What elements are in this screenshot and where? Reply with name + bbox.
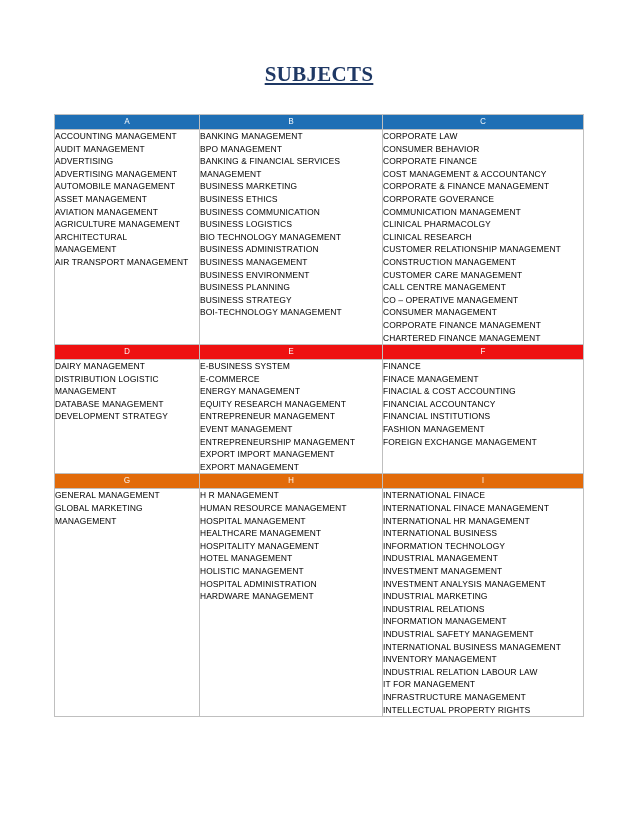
subject-item: FINANCIAL ACCOUNTANCY xyxy=(383,398,496,409)
subject-item: INVESTMENT MANAGEMENT xyxy=(383,566,503,576)
subject-item: INTERNATIONAL FINACE xyxy=(383,490,486,501)
subject-item: BUSINESS COMMUNICATION xyxy=(200,206,320,217)
subject-list-c xyxy=(383,130,584,345)
subject-item: BANKING MANAGEMENT xyxy=(200,131,303,141)
subject-item: CUSTOMER CARE MANAGEMENT xyxy=(383,269,523,280)
subject-item: HOSPITAL ADMINISTRATION xyxy=(200,578,317,589)
letter-header-g: G xyxy=(55,474,200,489)
subject-item: CORPORATE GOVERANCE xyxy=(383,193,495,204)
letter-header-i: I xyxy=(383,474,584,489)
subject-item: INTERNATIONAL BUSINESS MANAGEMENT xyxy=(383,641,562,652)
letter-header-f: F xyxy=(383,345,584,360)
subject-item: ASSET MANAGEMENT xyxy=(55,193,148,204)
letter-header-a: A xyxy=(55,115,200,130)
subject-item: DAIRY MANAGEMENT xyxy=(55,361,146,372)
section-body-row xyxy=(55,489,584,717)
subject-item: HUMAN RESOURCE MANAGEMENT xyxy=(200,503,347,514)
subjects-table xyxy=(54,114,584,717)
subject-item: INDUSTRIAL MANAGEMENT xyxy=(383,553,498,564)
subject-item: EQUITY RESEARCH MANAGEMENT xyxy=(200,398,347,409)
subject-item: BOI-TECHNOLOGY MANAGEMENT xyxy=(200,307,342,318)
subject-list-a xyxy=(55,130,200,345)
subject-item: CORPORATE FINANCE MANAGEMENT xyxy=(383,319,542,330)
subject-item: FASHION MANAGEMENT xyxy=(383,424,485,435)
subject-item: FINACIAL & COST ACCOUNTING xyxy=(383,386,516,397)
subject-item: IT FOR MANAGEMENT xyxy=(383,679,476,690)
subject-item: CLINICAL PHARMACOLGY xyxy=(383,219,491,230)
page-title: SUBJECTS xyxy=(264,62,374,86)
subject-item: INFORMATION TECHNOLOGY xyxy=(383,540,506,551)
subject-item: ENTREPRENEURSHIP MANAGEMENT xyxy=(200,436,356,447)
section-body-row xyxy=(55,130,584,345)
subject-item: BUSINESS ADMINISTRATION xyxy=(200,244,319,255)
subject-item: INDUSTRIAL RELATIONS xyxy=(383,603,485,614)
subject-item: INTERNATIONAL BUSINESS xyxy=(383,528,498,539)
subject-list-f xyxy=(383,360,584,474)
subject-item: INFORMATION MANAGEMENT xyxy=(383,616,507,627)
subject-list-b xyxy=(200,130,383,345)
subject-item: INTERNATIONAL HR MANAGEMENT xyxy=(383,515,530,526)
subject-item: COST MANAGEMENT & ACCOUNTANCY xyxy=(383,168,547,179)
subject-item: INVESTMENT ANALYSIS MANAGEMENT xyxy=(383,578,546,589)
subject-item: INVENTORY MANAGEMENT xyxy=(383,654,497,665)
subject-item: BUSINESS LOGISTICS xyxy=(200,219,293,230)
subject-item: AGRICULTURE MANAGEMENT xyxy=(55,219,181,230)
subject-item: AIR TRANSPORT MANAGEMENT xyxy=(55,256,189,267)
subject-item: CLINICAL RESEARCH xyxy=(383,231,472,242)
subject-item: ADVERTISING xyxy=(55,156,114,167)
section-header-row xyxy=(55,115,584,130)
subject-item: BUSINESS MARKETING xyxy=(200,181,298,192)
subject-item: CUSTOMER RELATIONSHIP MANAGEMENT xyxy=(383,244,561,255)
subject-item: BUSINESS PLANNING xyxy=(200,282,291,293)
section-header-row xyxy=(55,474,584,489)
subject-item: CONSUMER MANAGEMENT xyxy=(383,307,498,318)
subject-item: FOREIGN EXCHANGE MANAGEMENT xyxy=(383,436,537,447)
subject-item: HOLISTIC MANAGEMENT xyxy=(200,566,304,576)
subject-item: INDUSTRIAL RELATION LABOUR LAW xyxy=(383,666,538,677)
subject-item: BPO MANAGEMENT xyxy=(200,143,283,154)
subject-item: GLOBAL MARKETING xyxy=(55,503,143,514)
subject-item: E-BUSINESS SYSTEM xyxy=(200,361,291,372)
subject-item: EVENT MANAGEMENT xyxy=(200,424,293,435)
subject-item: ADVERTISING MANAGEMENT xyxy=(55,168,178,179)
subject-item: HOSPITALITY MANAGEMENT xyxy=(200,540,320,551)
subject-item: H R MANAGEMENT xyxy=(200,490,279,501)
subject-item: INTERNATIONAL FINACE MANAGEMENT xyxy=(383,503,550,514)
letter-header-e: E xyxy=(200,345,383,360)
subject-item: CORPORATE & FINANCE MANAGEMENT xyxy=(383,181,550,192)
subject-item: FINACE MANAGEMENT xyxy=(383,373,479,384)
subject-list-h xyxy=(200,489,383,717)
letter-header-h: H xyxy=(200,474,383,489)
subject-item: BIO TECHNOLOGY MANAGEMENT xyxy=(200,231,342,242)
subject-item: ARCHITECTURAL xyxy=(55,231,128,242)
subject-item: EXPORT MANAGEMENT xyxy=(200,461,300,472)
subject-list-e xyxy=(200,360,383,474)
subject-item: CORPORATE FINANCE xyxy=(383,156,478,167)
subject-list-i xyxy=(383,489,584,717)
subject-item: MANAGEMENT xyxy=(55,244,117,255)
subject-item: DISTRIBUTION LOGISTIC xyxy=(55,373,159,384)
subject-item: HOTEL MANAGEMENT xyxy=(200,553,293,564)
subject-item: AUDIT MANAGEMENT xyxy=(55,143,145,154)
subject-item: BUSINESS ENVIRONMENT xyxy=(200,269,310,280)
subject-item: FINANCE xyxy=(383,361,421,372)
subject-item: BANKING & FINANCIAL SERVICES xyxy=(200,156,341,167)
subject-item: COMMUNICATION MANAGEMENT xyxy=(383,206,521,217)
subject-item: CALL CENTRE MANAGEMENT xyxy=(383,282,507,293)
section-header-row xyxy=(55,345,584,360)
subject-item: AUTOMOBILE MANAGEMENT xyxy=(55,181,176,192)
subject-item: DATABASE MANAGEMENT xyxy=(55,398,164,409)
section-body-row xyxy=(55,360,584,474)
subject-item: CONSTRUCTION MANAGEMENT xyxy=(383,256,517,267)
subject-item: HARDWARE MANAGEMENT xyxy=(200,591,314,602)
subject-item: INDUSTRIAL MARKETING xyxy=(383,591,488,602)
subject-item: HOSPITAL MANAGEMENT xyxy=(200,515,306,526)
subject-item: EXPORT IMPORT MANAGEMENT xyxy=(200,449,335,460)
subject-item: BUSINESS STRATEGY xyxy=(200,294,292,305)
subject-item: E-COMMERCE xyxy=(200,373,260,384)
subject-item: AVIATION MANAGEMENT xyxy=(55,206,159,217)
subject-item: INFRASTRUCTURE MANAGEMENT xyxy=(383,691,526,702)
subject-item: CONSUMER BEHAVIOR xyxy=(383,143,480,154)
subject-item: ENERGY MANAGEMENT xyxy=(200,386,301,397)
subject-item: ENTREPRENEUR MANAGEMENT xyxy=(200,411,336,422)
subject-item: CO – OPERATIVE MANAGEMENT xyxy=(383,294,519,305)
subject-item: INDUSTRIAL SAFETY MANAGEMENT xyxy=(383,628,534,639)
subject-item: CORPORATE LAW xyxy=(383,131,458,141)
subject-list-d xyxy=(55,360,200,474)
subject-list-g xyxy=(55,489,200,717)
subject-item: HEALTHCARE MANAGEMENT xyxy=(200,528,322,539)
subject-item: MANAGEMENT xyxy=(55,386,117,397)
subject-item: BUSINESS MANAGEMENT xyxy=(200,256,308,267)
letter-header-b: B xyxy=(200,115,383,130)
subject-item: FINANCIAL INSTITUTIONS xyxy=(383,411,491,422)
letter-header-c: C xyxy=(383,115,584,130)
letter-header-d: D xyxy=(55,345,200,360)
subject-item: MANAGEMENT xyxy=(200,168,262,179)
subject-item: INTELLECTUAL PROPERTY RIGHTS xyxy=(383,704,531,715)
subject-item: ACCOUNTING MANAGEMENT xyxy=(55,131,177,141)
subject-item: DEVELOPMENT STRATEGY xyxy=(55,411,168,422)
subject-item: BUSINESS ETHICS xyxy=(200,193,278,204)
subject-item: CHARTERED FINANCE MANAGEMENT xyxy=(383,332,541,343)
subject-item: MANAGEMENT xyxy=(55,515,117,526)
subject-item: GENERAL MANAGEMENT xyxy=(55,490,160,501)
